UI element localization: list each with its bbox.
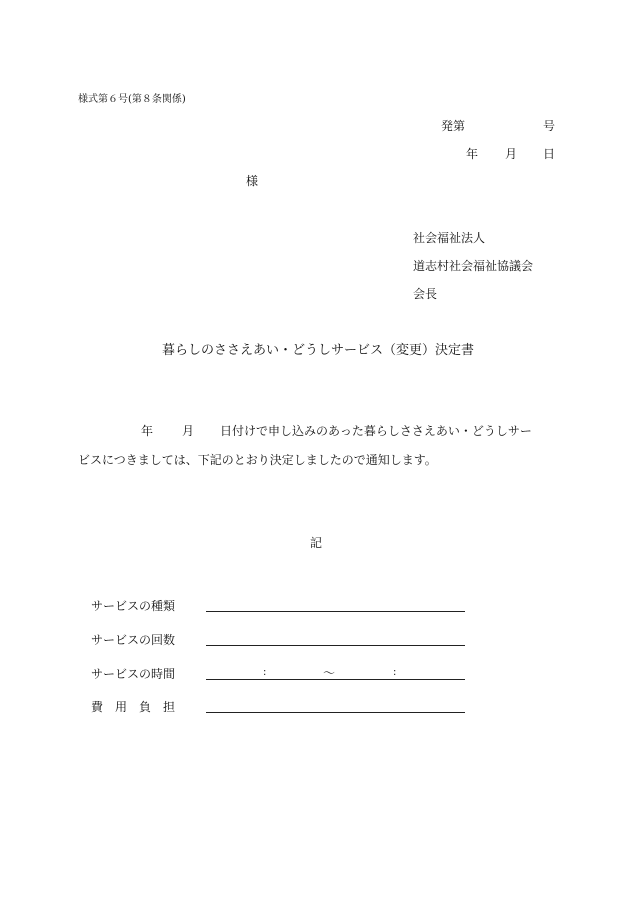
time-colon-end: :: [393, 667, 397, 678]
service-type-label: サービスの種類: [91, 599, 176, 613]
body-month: 月: [182, 424, 195, 438]
time-colon-start: :: [263, 667, 267, 678]
date-day: 日: [543, 147, 556, 161]
body-line-1: 日付けで申し込みのあった暮らしささえあい・どうしサー: [220, 424, 532, 438]
service-time-line[interactable]: [206, 679, 465, 680]
cost-burden-line[interactable]: [206, 712, 465, 713]
recipient-suffix: 様: [246, 174, 259, 188]
service-count-label: サービスの回数: [91, 633, 176, 647]
date-month: 月: [505, 147, 518, 161]
service-time-label: サービスの時間: [91, 667, 176, 681]
body-line-2: ビスにつきましては、下記のとおり決定しましたので通知します。: [78, 453, 437, 467]
date-year: 年: [466, 147, 479, 161]
time-tilde: ～: [323, 666, 336, 680]
issue-number-suffix: 号: [543, 119, 556, 133]
service-type-line[interactable]: [206, 611, 465, 612]
sender-line-3: 会長: [413, 287, 438, 301]
document-title: 暮らしのささえあい・どうしサービス（変更）決定書: [162, 343, 475, 358]
issue-number-prefix: 発第: [441, 119, 466, 133]
service-count-line[interactable]: [206, 645, 465, 646]
ki-heading: 記: [310, 536, 323, 550]
body-year: 年: [141, 424, 154, 438]
sender-line-1: 社会福祉法人: [413, 231, 486, 245]
cost-burden-label: 費 用 負 担: [91, 700, 176, 714]
form-number: 様式第６号(第８条関係): [78, 94, 186, 105]
sender-line-2: 道志村社会福祉協議会: [413, 259, 534, 273]
